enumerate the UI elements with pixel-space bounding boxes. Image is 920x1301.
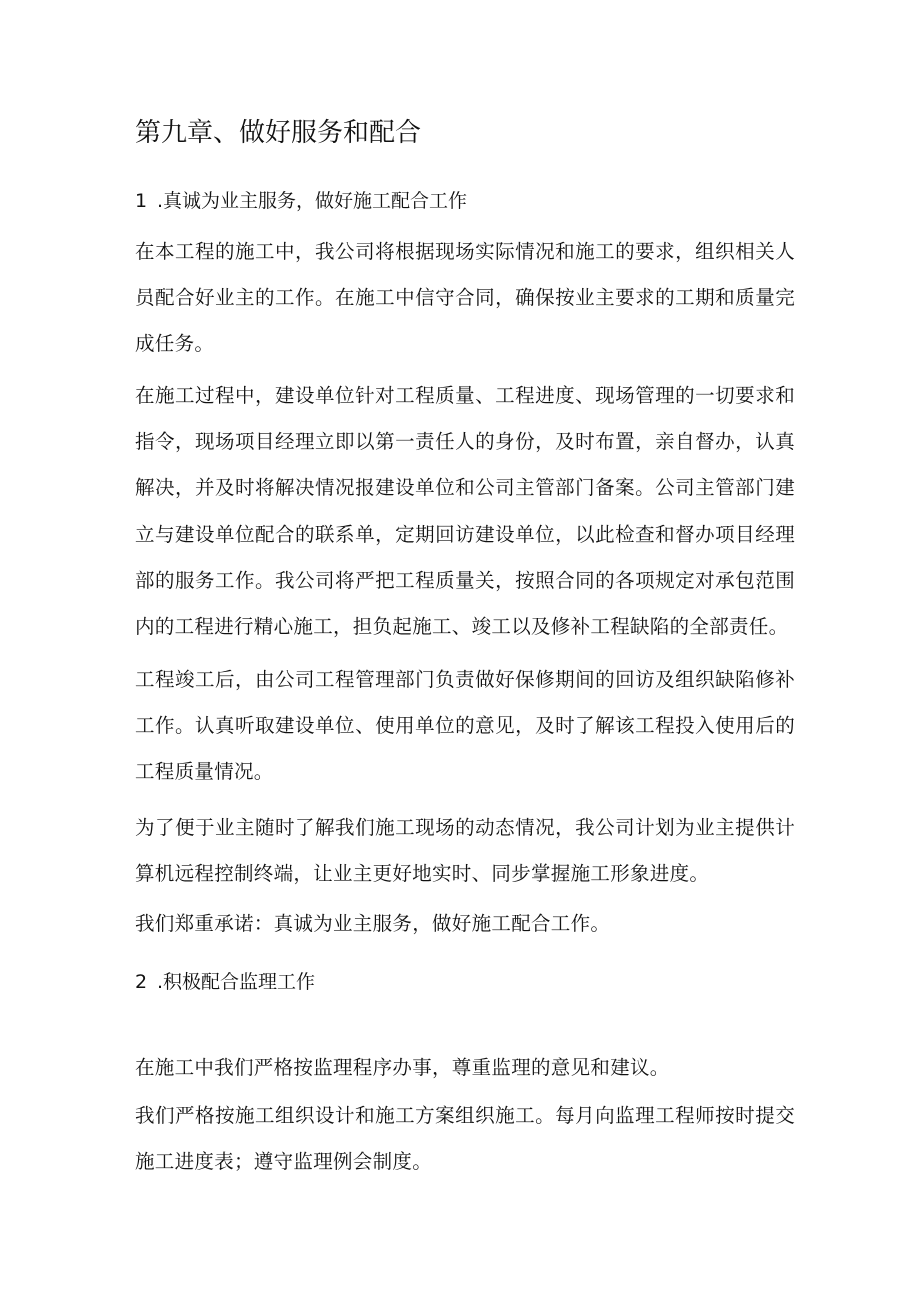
paragraph: 我们郑重承诺：真诚为业主服务，做好施工配合工作。 [135,912,611,935]
paragraph: 在施工过程中，建设单位针对工程质量、工程进度、现场管理的一切要求和指令，现场项目经理立即以第一责任人的身份，及时布置，亲自督办，认真解决，并及时将解决情况报建设单位和公司主管部门备案。公司主管部门建立与建设单位配合的联系单，定期回访建设单位，以此检查和督办项目经理部的服务工作。我公司将严把工程质量关，按照合同的各项规定对承包范围内的工程进行精心施工，担负起施工、竣工以及修补工程缺陷的全部责任。 [135,384,795,639]
paragraph: 我们严格按施工组织设计和施工方案组织施工。每月向监理工程师按时提交施工进度表；遵守监理例会制度。 [135,1104,795,1174]
paragraph: 工程竣工后，由公司工程管理部门负责做好保修期间的回访及组织缺陷修补工作。认真听取建设单位、使用单位的意见，及时了解该工程投入使用后的工程质量情况。 [135,668,795,784]
section-title: .真诚为业主服务，做好施工配合工作 [157,190,468,212]
paragraph: 为了便于业主随时了解我们施工现场的动态情况，我公司计划为业主提供计算机远程控制终端，让业主更好地实时、同步掌握施工形象进度。 [135,816,795,886]
section-title: .积极配合监理工作 [157,971,316,993]
section-heading-2 [135,967,315,997]
section-number: 2 [135,971,148,993]
section-heading-1 [135,186,467,216]
section-number: 1 [135,190,148,212]
paragraph: 在施工中我们严格按监理程序办事，尊重监理的意见和建议。 [135,1056,670,1079]
chapter-title: 第九章、做好服务和配合 [135,118,422,148]
paragraph: 在本工程的施工中，我公司将根据现场实际情况和施工的要求，组织相关人员配合好业主的工作。在施工中信守合同，确保按业主要求的工期和质量完成任务。 [135,240,795,356]
